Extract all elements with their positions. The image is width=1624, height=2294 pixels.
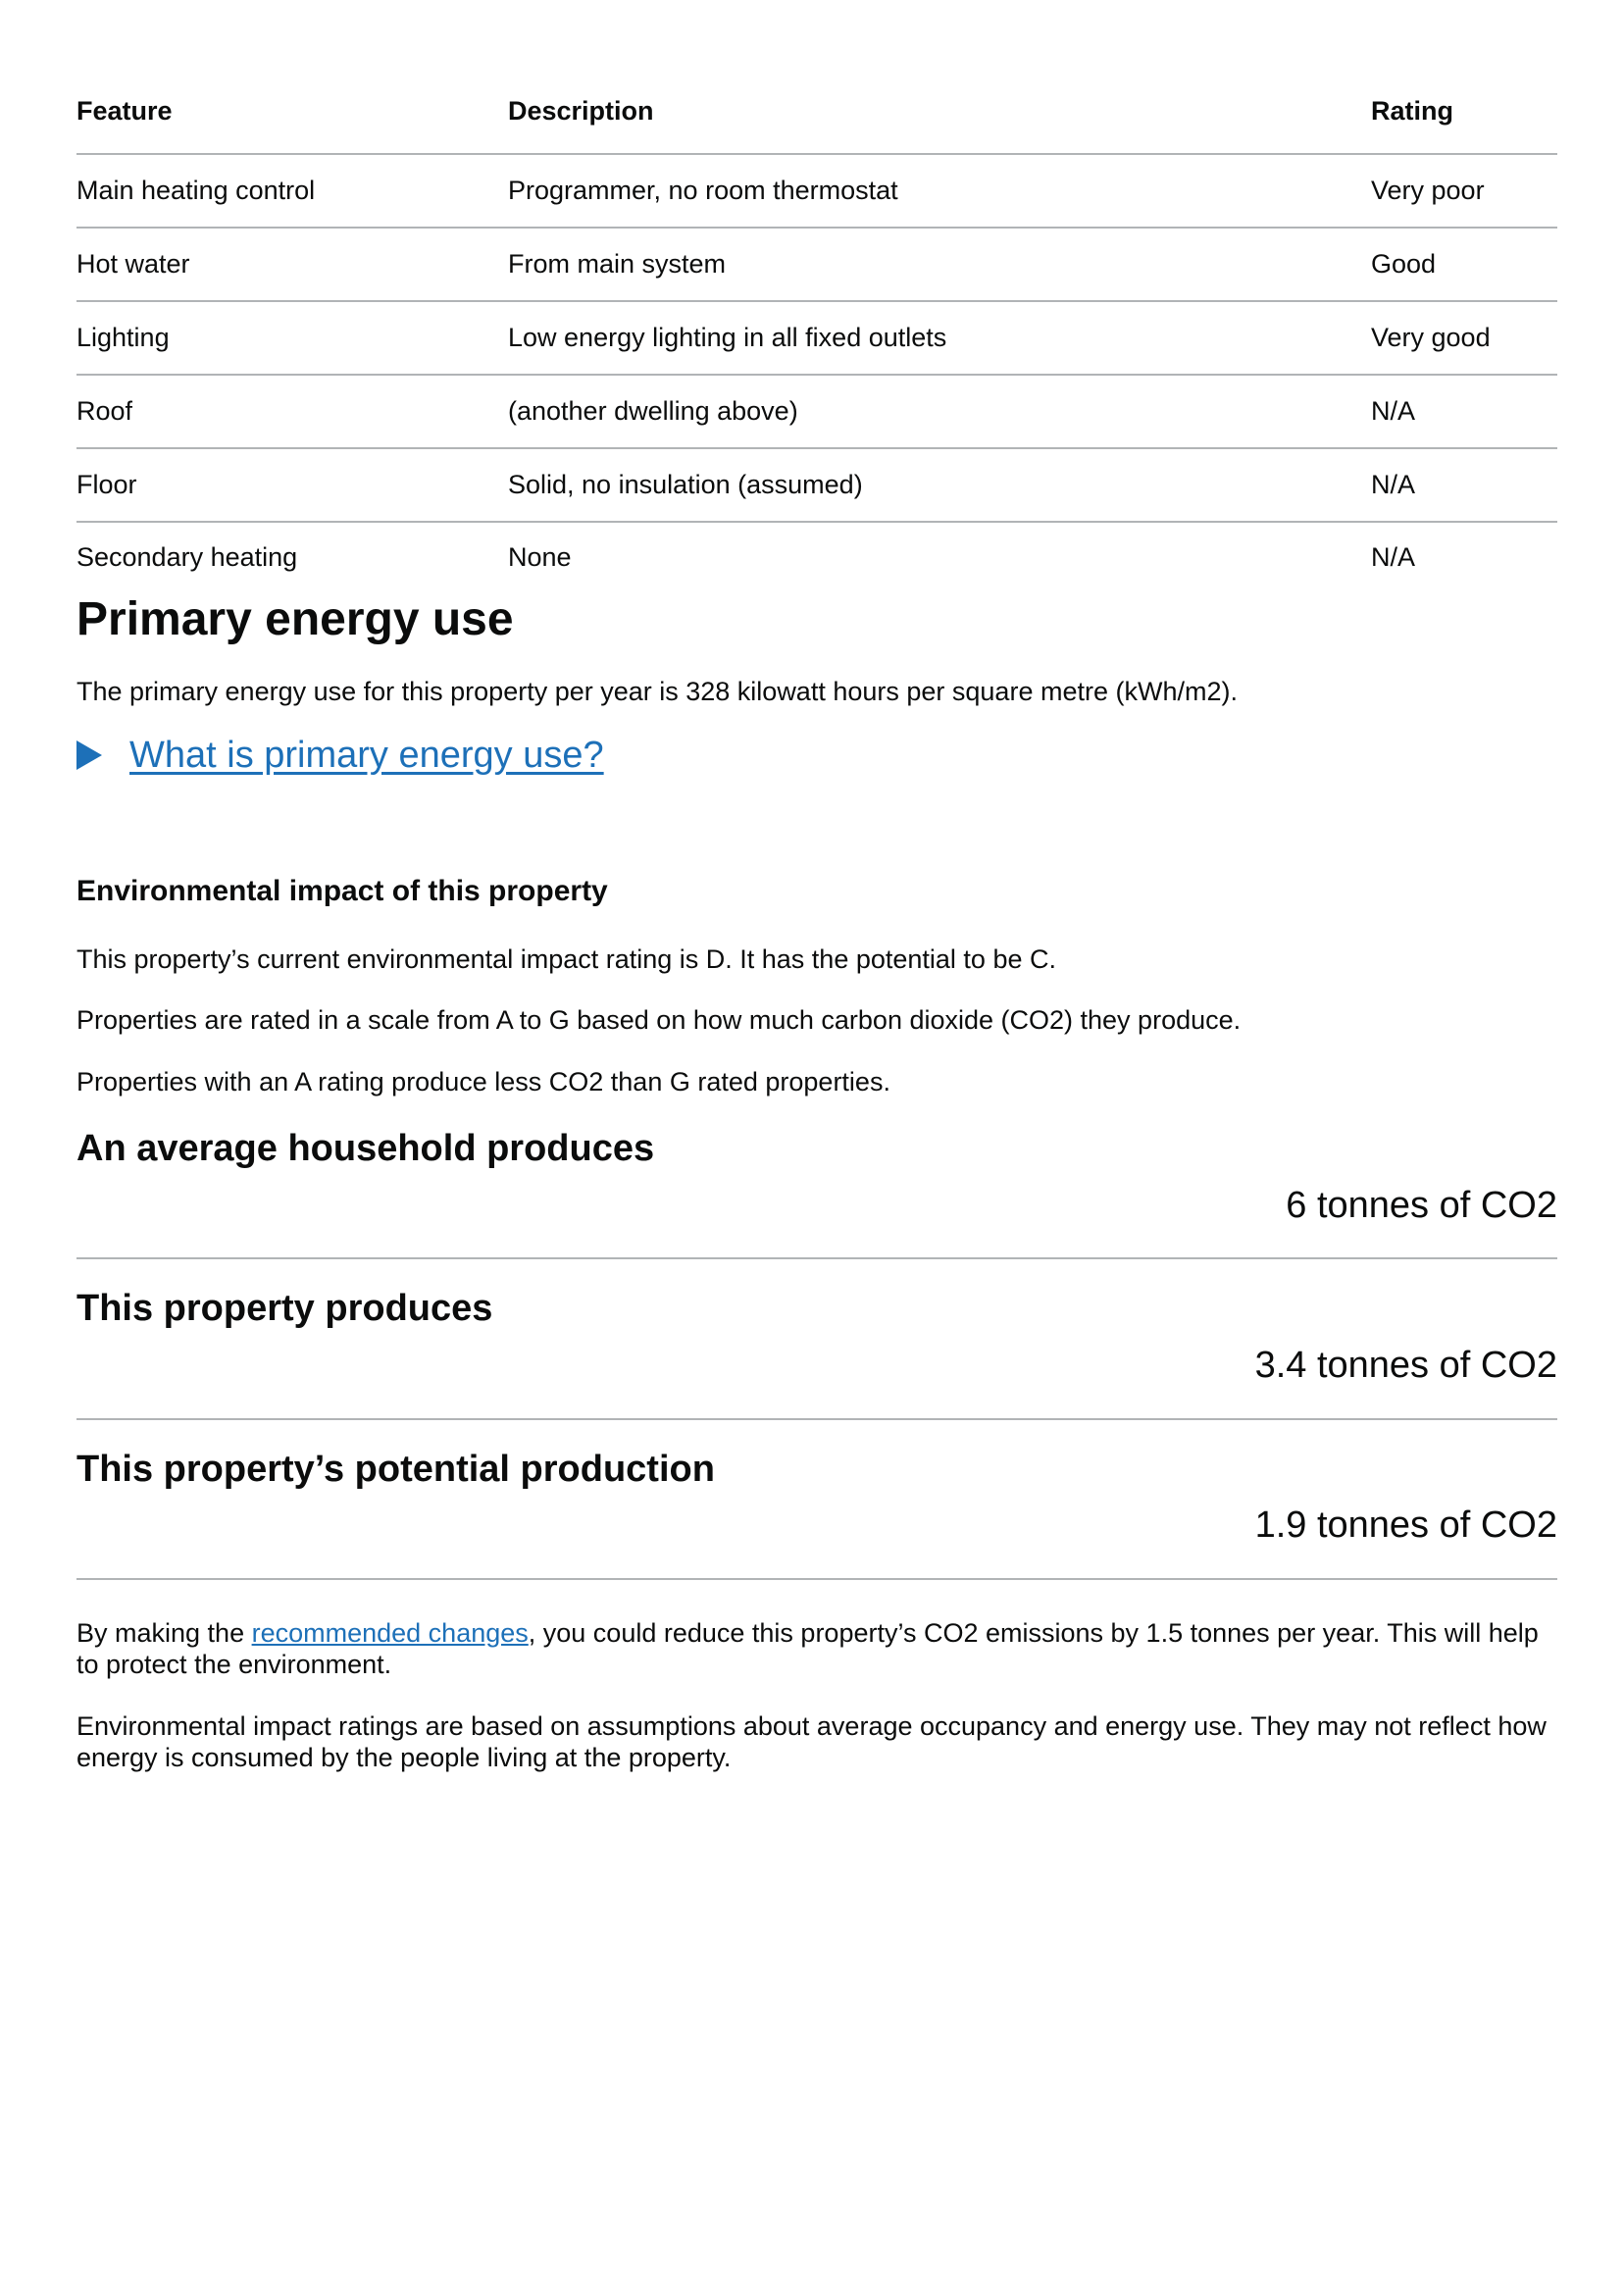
table-row xyxy=(76,154,1557,228)
co2-value: 1.9 tonnes of CO2 xyxy=(1254,1504,1557,1547)
rating-cell: N/A xyxy=(1371,448,1557,522)
primary-energy-section xyxy=(76,591,1557,777)
environmental-section xyxy=(76,875,1557,1097)
description-cell: None xyxy=(508,541,572,572)
primary-energy-title: Primary energy use xyxy=(76,593,514,645)
table-header-row xyxy=(76,88,1557,154)
feature-cell: Floor xyxy=(76,448,508,522)
rating-cell: N/A xyxy=(1371,375,1557,448)
primary-energy-details-link[interactable]: What is primary energy use? xyxy=(129,734,604,776)
table-row xyxy=(76,301,1557,375)
co2-label: This property produces xyxy=(76,1288,493,1330)
primary-energy-text: The primary energy use for this property per year is 328 kilowatt hours per square metre (kWh/m2). xyxy=(76,676,1238,706)
header-description: Description xyxy=(508,88,1371,154)
rating-cell: Very good xyxy=(1371,301,1557,375)
environmental-paragraph: Properties with an A rating produce less CO2 than G rated properties. xyxy=(76,1066,890,1096)
rating-cell: Very poor xyxy=(1371,154,1557,228)
table-row xyxy=(76,448,1557,522)
table-row xyxy=(76,522,1557,591)
rating-cell: N/A xyxy=(1371,541,1416,572)
triangle-right-icon xyxy=(76,740,102,770)
table-row xyxy=(76,375,1557,448)
co2-label: An average household produces xyxy=(76,1128,655,1170)
co2-this-property xyxy=(76,1287,1557,1419)
feature-cell: Secondary heating xyxy=(76,541,298,572)
rating-cell: Good xyxy=(1371,228,1557,301)
recommended-changes-link[interactable]: recommended changes xyxy=(251,1617,529,1648)
feature-cell: Main heating control xyxy=(76,154,508,228)
environmental-paragraph: Properties are rated in a scale from A to G based on how much carbon dioxide (CO2) they produce. xyxy=(76,1005,1242,1036)
header-rating: Rating xyxy=(1371,88,1557,154)
co2-average-household xyxy=(76,1127,1557,1259)
feature-cell: Hot water xyxy=(76,228,508,301)
co2-value: 6 tonnes of CO2 xyxy=(1286,1184,1557,1226)
primary-energy-details-toggle[interactable] xyxy=(76,735,1557,777)
description-cell: (another dwelling above) xyxy=(508,375,1371,448)
co2-potential-production xyxy=(76,1448,1557,1580)
environmental-paragraph: This property’s current environmental impact rating is D. It has the potential to be C. xyxy=(76,943,1056,974)
description-cell: Programmer, no room thermostat xyxy=(508,154,1371,228)
features-table xyxy=(76,88,1557,591)
closing-section xyxy=(76,1617,1557,1774)
closing-suffix: , you could reduce this property’s CO2 emissions by 1.5 tonnes per year. This will help to protect the environment. xyxy=(76,1617,1539,1680)
environmental-title: Environmental impact of this property xyxy=(76,874,608,907)
feature-cell: Roof xyxy=(76,375,508,448)
closing-paragraph xyxy=(76,1617,1557,1681)
co2-section xyxy=(76,1127,1557,1580)
table-row xyxy=(76,228,1557,301)
header-feature: Feature xyxy=(76,88,508,154)
co2-value: 3.4 tonnes of CO2 xyxy=(1254,1344,1557,1386)
description-cell: Low energy lighting in all fixed outlets xyxy=(508,301,1371,375)
page-content xyxy=(76,88,1557,1773)
description-cell: Solid, no insulation (assumed) xyxy=(508,448,1371,522)
feature-cell: Lighting xyxy=(76,301,508,375)
co2-label: This property’s potential production xyxy=(76,1448,715,1490)
closing-paragraph: Environmental impact ratings are based on assumptions about average occupancy and energy use. They may not reflect how energy is consumed by the people living at the property. xyxy=(76,1710,1547,1772)
description-cell: From main system xyxy=(508,228,1371,301)
closing-prefix: By making the xyxy=(76,1617,252,1648)
